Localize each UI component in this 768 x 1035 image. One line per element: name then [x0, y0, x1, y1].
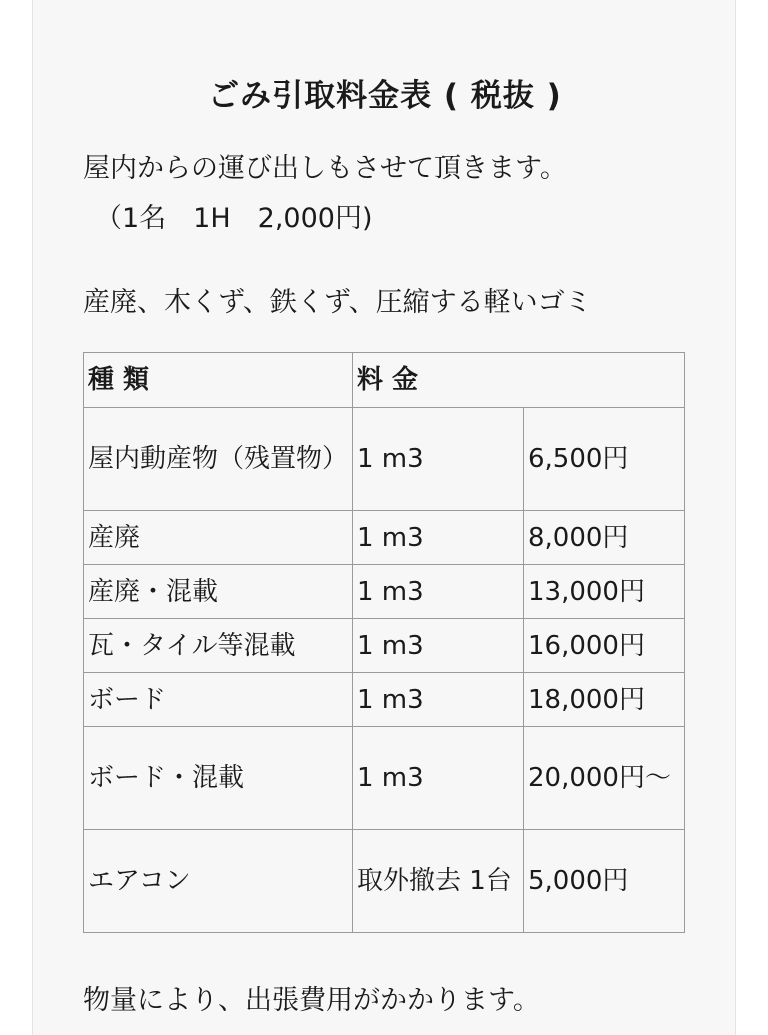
table-row [84, 511, 685, 565]
row-price: 6,500円 [524, 408, 685, 511]
row-unit: 1 m3 [353, 619, 524, 673]
row-type: 産廃・混載 [84, 565, 353, 619]
row-price: 5,000円 [524, 830, 685, 933]
table-row [84, 408, 685, 511]
table-row [84, 565, 685, 619]
row-price: 13,000円 [524, 565, 685, 619]
fee-table [83, 352, 685, 933]
row-unit: 1 m3 [353, 673, 524, 727]
row-price: 16,000円 [524, 619, 685, 673]
row-unit: 取外撤去 1台 [353, 830, 524, 933]
header-type: 種 類 [84, 353, 353, 408]
row-unit: 1 m3 [353, 565, 524, 619]
labor-rate-text: （1名 1H 2,000円) [95, 203, 373, 234]
table-row [84, 619, 685, 673]
content-panel [32, 0, 736, 1035]
row-type: 産廃 [84, 511, 353, 565]
category-text: 産廃、木くず、鉄くず、圧縮する軽いゴミ [83, 287, 592, 318]
table-header-row [84, 353, 685, 408]
row-price: 18,000円 [524, 673, 685, 727]
row-type: ボード・混載 [84, 727, 353, 830]
table-row [84, 673, 685, 727]
table-row [84, 727, 685, 830]
header-fee: 料 金 [353, 353, 685, 408]
row-type: ボード [84, 673, 353, 727]
row-type: エアコン [84, 830, 353, 933]
row-type: 屋内動産物（残置物） [84, 408, 353, 511]
row-unit: 1 m3 [353, 408, 524, 511]
row-price: 20,000円～ [524, 727, 685, 830]
row-price: 8,000円 [524, 511, 685, 565]
row-unit: 1 m3 [353, 727, 524, 830]
row-type: 瓦・タイル等混載 [84, 619, 353, 673]
row-unit: 1 m3 [353, 511, 524, 565]
page-title: ごみ引取料金表 ( 税抜 ) [208, 78, 562, 114]
footer-note: 物量により、出張費用がかかります。 [83, 985, 540, 1016]
table-row [84, 830, 685, 933]
intro-text: 屋内からの運び出しもさせて頂きます。 [83, 153, 567, 184]
